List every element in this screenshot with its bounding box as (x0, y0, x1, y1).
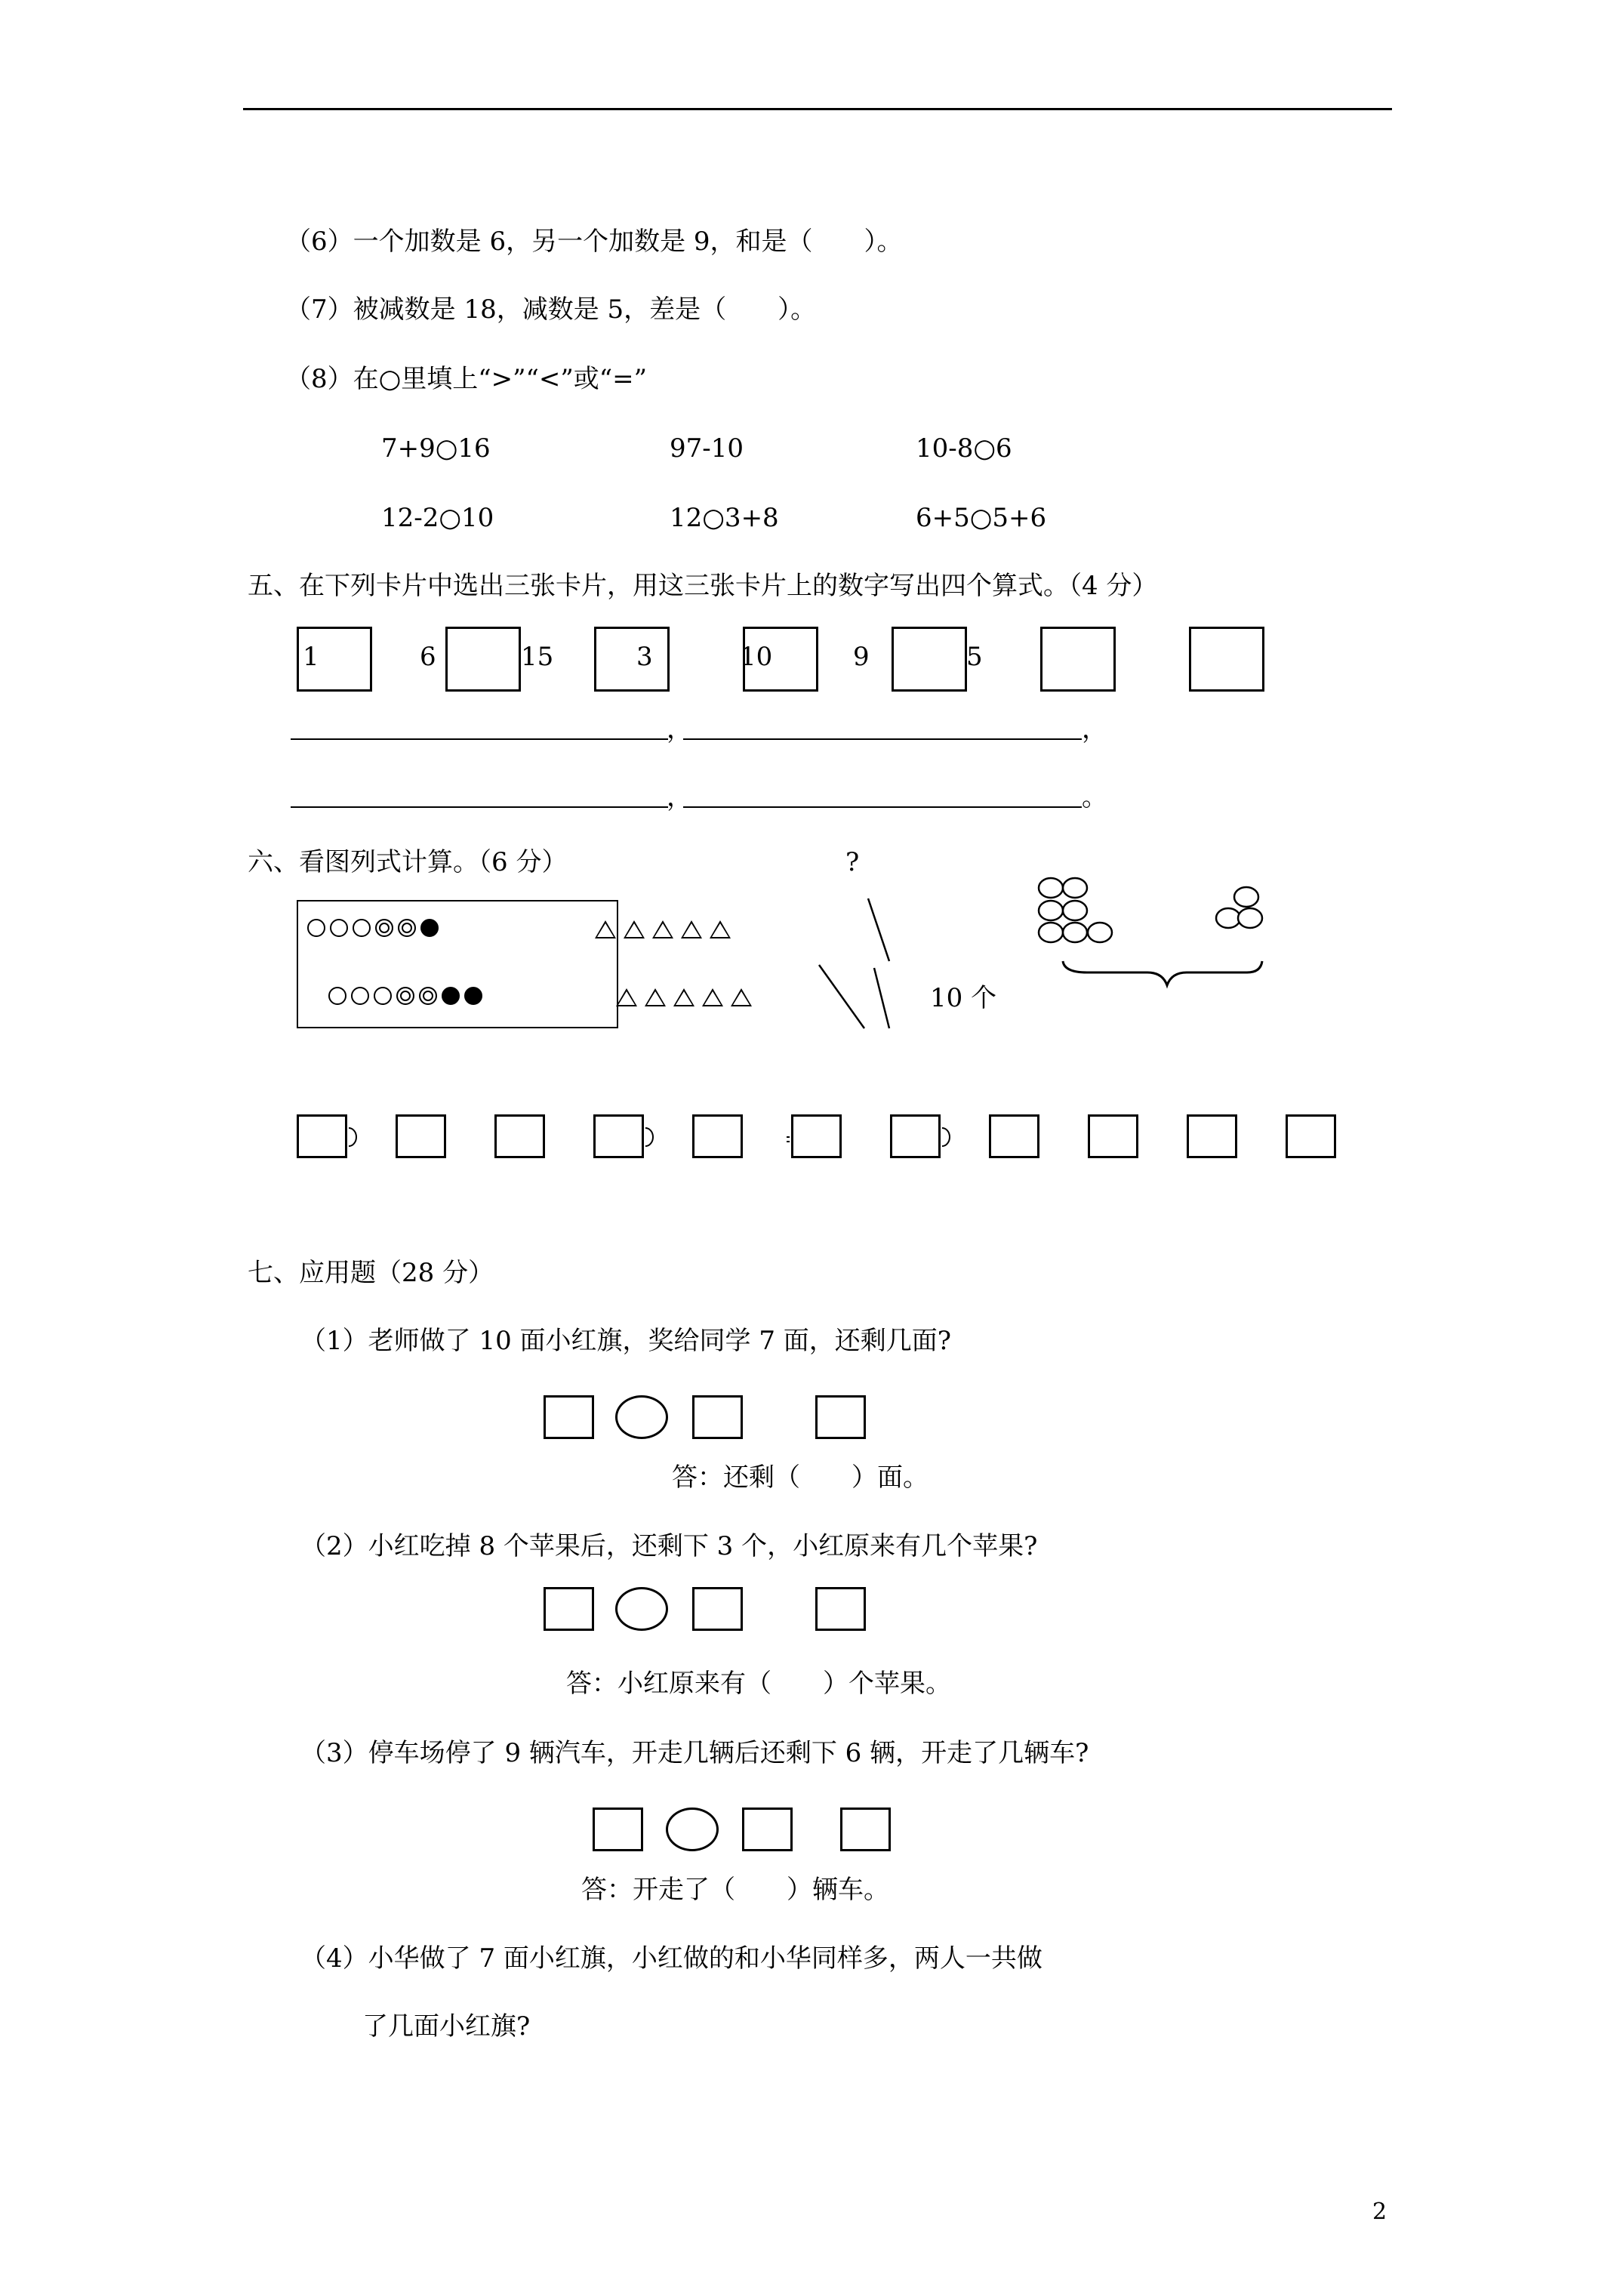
equation-box (593, 1808, 643, 1851)
section-7-title: 七、应用题（28 分） (248, 1258, 494, 1288)
equation-box (692, 1587, 743, 1631)
card-number: 9 (853, 642, 870, 672)
card-number: 10 (740, 642, 773, 672)
comma: ， (667, 714, 692, 744)
section-5-title: 五、在下列卡片中选出三张卡片，用这三张卡片上的数字写出四个算式。（4 分） (248, 571, 1158, 601)
compare-6: 6+5○5+6 (916, 503, 1047, 533)
question-8: （8）在○里填上“>”“<”或“=” (285, 364, 648, 394)
compare-5: 12○3+8 (670, 503, 779, 533)
answer-2: 答：小红原来有（ ）个苹果。 (566, 1669, 951, 1699)
equation-box (742, 1808, 793, 1851)
operator-circle (615, 1587, 668, 1631)
period: 。 (1082, 782, 1107, 812)
compare-4: 12-2○10 (381, 503, 494, 533)
answer-3: 答：开走了（ ）辆车。 (581, 1875, 889, 1905)
operator-circle (615, 1395, 668, 1439)
equation-box (815, 1587, 866, 1631)
page-number: 2 (1372, 2199, 1387, 2225)
comma: ， (667, 782, 692, 812)
equation-box (544, 1587, 594, 1631)
compare-3: 10-8○6 (916, 433, 1012, 464)
problem-4-line-1: （4）小华做了 7 面小红旗，小红做的和小华同样多，两人一共做 (300, 1943, 1042, 1974)
problem-2: （2）小红吃掉 8 个苹果后，还剩下 3 个，小红原来有几个苹果? (300, 1531, 1038, 1561)
problem-1: （1）老师做了 10 面小红旗，奖给同学 7 面，还剩几面? (300, 1326, 951, 1356)
card-number: 15 (521, 642, 554, 672)
comma: ， (1082, 714, 1107, 744)
ten-label: 10 个 (930, 983, 997, 1013)
compare-1: 7+9○16 (381, 433, 491, 464)
section-6-title: 六、看图列式计算。（6 分） (248, 847, 568, 877)
equation-box (544, 1395, 594, 1439)
equation-box (840, 1808, 891, 1851)
card-number: 5 (966, 642, 983, 672)
equation-box (815, 1395, 866, 1439)
equation-box (692, 1395, 743, 1439)
question-mark: ? (845, 847, 860, 877)
problem-3: （3）停车场停了 9 辆汽车，开走几辆后还剩下 6 辆，开走了几辆车? (300, 1738, 1089, 1768)
card-number: 6 (420, 642, 436, 672)
question-6: （6）一个加数是 6，另一个加数是 9，和是（ ）。 (285, 227, 903, 257)
compare-2: 97-10 (670, 433, 744, 464)
card-number: 3 (636, 642, 653, 672)
card-number: 1 (303, 642, 319, 672)
answer-1: 答：还剩（ ）面。 (672, 1462, 929, 1493)
operator-circle (666, 1808, 719, 1851)
problem-4-line-2: 了几面小红旗? (362, 2011, 531, 2042)
question-7: （7）被减数是 18，减数是 5，差是（ ）。 (285, 294, 817, 325)
